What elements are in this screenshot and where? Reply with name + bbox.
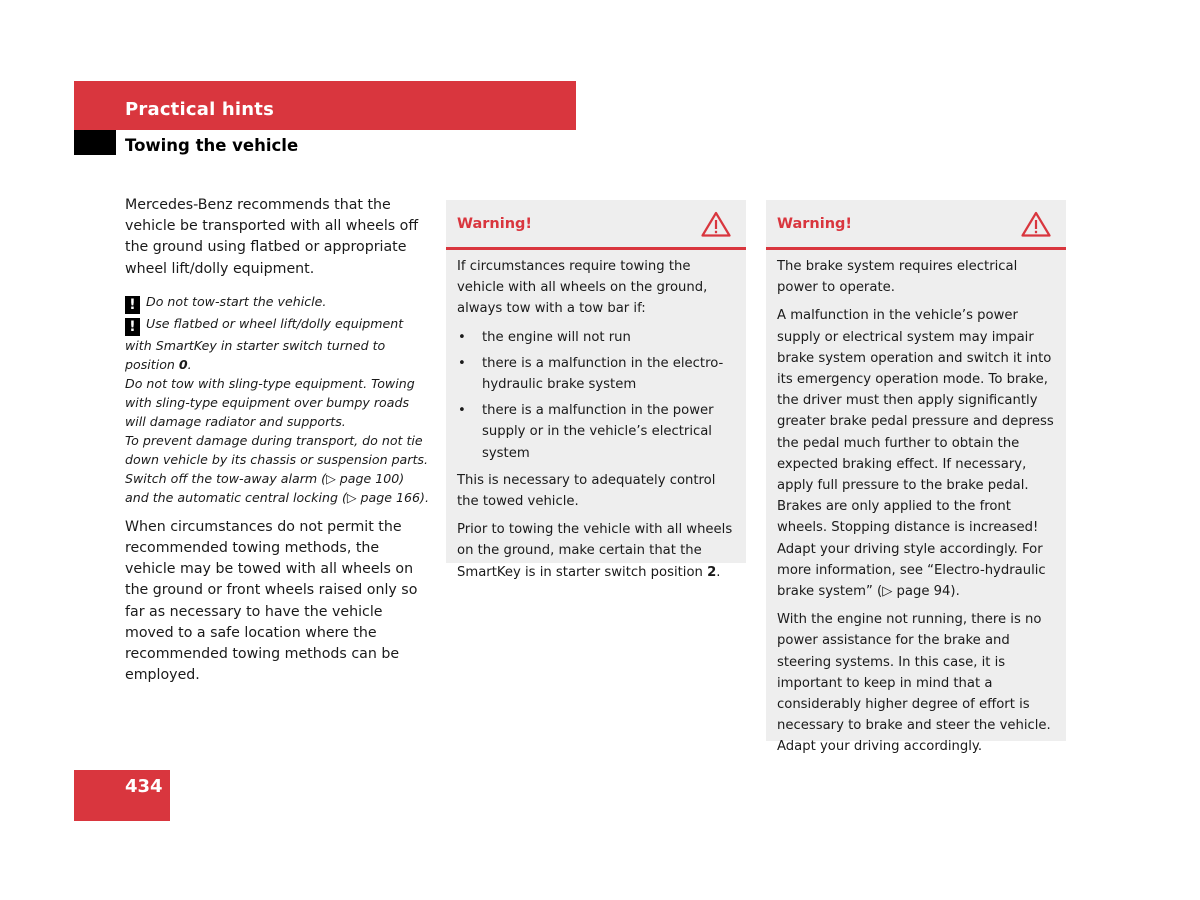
- note-sling-equipment: Do not tow with sling-type equipment. Towing with sling-type equipment over bumpy roads will damage radiator and supports.: [125, 375, 415, 429]
- note-text: Use flatbed or wheel lift/dolly equipment with SmartKey in starter switch turned to position: [125, 315, 404, 372]
- paragraph-text: Prior to towing the vehicle with all wheels on the ground, make certain that the SmartKey is in starter switch position: [457, 522, 733, 580]
- warning-paragraph: This is necessary to adequately control the towed vehicle.: [457, 472, 716, 510]
- note-text: Do not tow-start the vehicle.: [146, 293, 327, 309]
- list-item: • there is a malfunction in the power supply or in the vehicle’s electrical system: [457, 400, 735, 464]
- section-marker: [74, 130, 116, 155]
- page-number: 434: [125, 776, 163, 797]
- warning-box-towing: [446, 200, 746, 580]
- list-item: • there is a malfunction in the electro-hydraulic brake system: [457, 353, 735, 395]
- warning-paragraph: A malfunction in the vehicle’s power supply or electrical system may impair brake system operation and switch it into its emergency operation mode. To brake, the driver must then apply significantly greater brake pedal pressure and depress the pedal much further to obtain the expected braking effect. If necessary, apply full pressure to the brake pedal. Brakes are only applied to the front wheels. Stopping distance is increased! Adapt your driving style accordingly. For more information, see “Electro-hydraulic brake system” (▷ page 94).: [777, 308, 1054, 600]
- note-suffix: .: [187, 356, 192, 372]
- list-item: • the engine will not run: [457, 327, 735, 348]
- warning-header: [766, 200, 1066, 250]
- warning-intro: If circumstances require towing the vehicle with all wheels on the ground, always tow with a tow bar if:: [457, 259, 708, 317]
- warning-triangle-icon: [1021, 211, 1051, 237]
- warning-title: Warning!: [777, 216, 853, 232]
- condition-list: [457, 327, 735, 464]
- paragraph-suffix: .: [716, 564, 721, 580]
- section-title: Towing the vehicle: [125, 136, 299, 155]
- warning-paragraph: The brake system requires electrical power to operate.: [777, 259, 1018, 296]
- note-no-tow-start: [125, 292, 430, 314]
- warning-body: [766, 250, 1066, 777]
- closing-paragraph: When circumstances do not permit the recommended towing methods, the vehicle may be towed with all wheels on the ground or front wheels raised only so far as necessary to have the vehicle moved to a safe location where the recommended towing methods can be employed.: [125, 518, 418, 684]
- warning-title: Warning!: [457, 216, 533, 232]
- position-value: 0: [178, 356, 188, 372]
- warning-paragraph: [457, 519, 735, 583]
- exclamation-icon: !: [125, 296, 140, 314]
- position-value: 2: [707, 564, 717, 580]
- warning-paragraph: With the engine not running, there is no power assistance for the brake and steering systems. In this case, it is important to keep in mind that a considerably higher degree of effort is necessary to brake and steer the vehicle. Adapt your driving accordingly.: [777, 612, 1051, 755]
- note-switch-off-alarm: Switch off the tow-away alarm (▷ page 100) and the automatic central locking (▷ page 166).: [125, 470, 429, 505]
- note-smartkey-position: [125, 314, 430, 374]
- warning-header: [446, 200, 746, 250]
- exclamation-icon: !: [125, 318, 140, 336]
- warning-body: [446, 250, 746, 602]
- left-column: [125, 195, 430, 686]
- intro-paragraph: Mercedes-Benz recommends that the vehicle be transported with all wheels off the ground using flatbed or appropriate wheel lift/dolly equipment.: [125, 197, 419, 277]
- chapter-title: Practical hints: [125, 99, 275, 120]
- warning-box-brakes: [766, 200, 1066, 755]
- warning-triangle-icon: [701, 211, 731, 237]
- note-tie-down: To prevent damage during transport, do not tie down vehicle by its chassis or suspension parts.: [125, 432, 428, 467]
